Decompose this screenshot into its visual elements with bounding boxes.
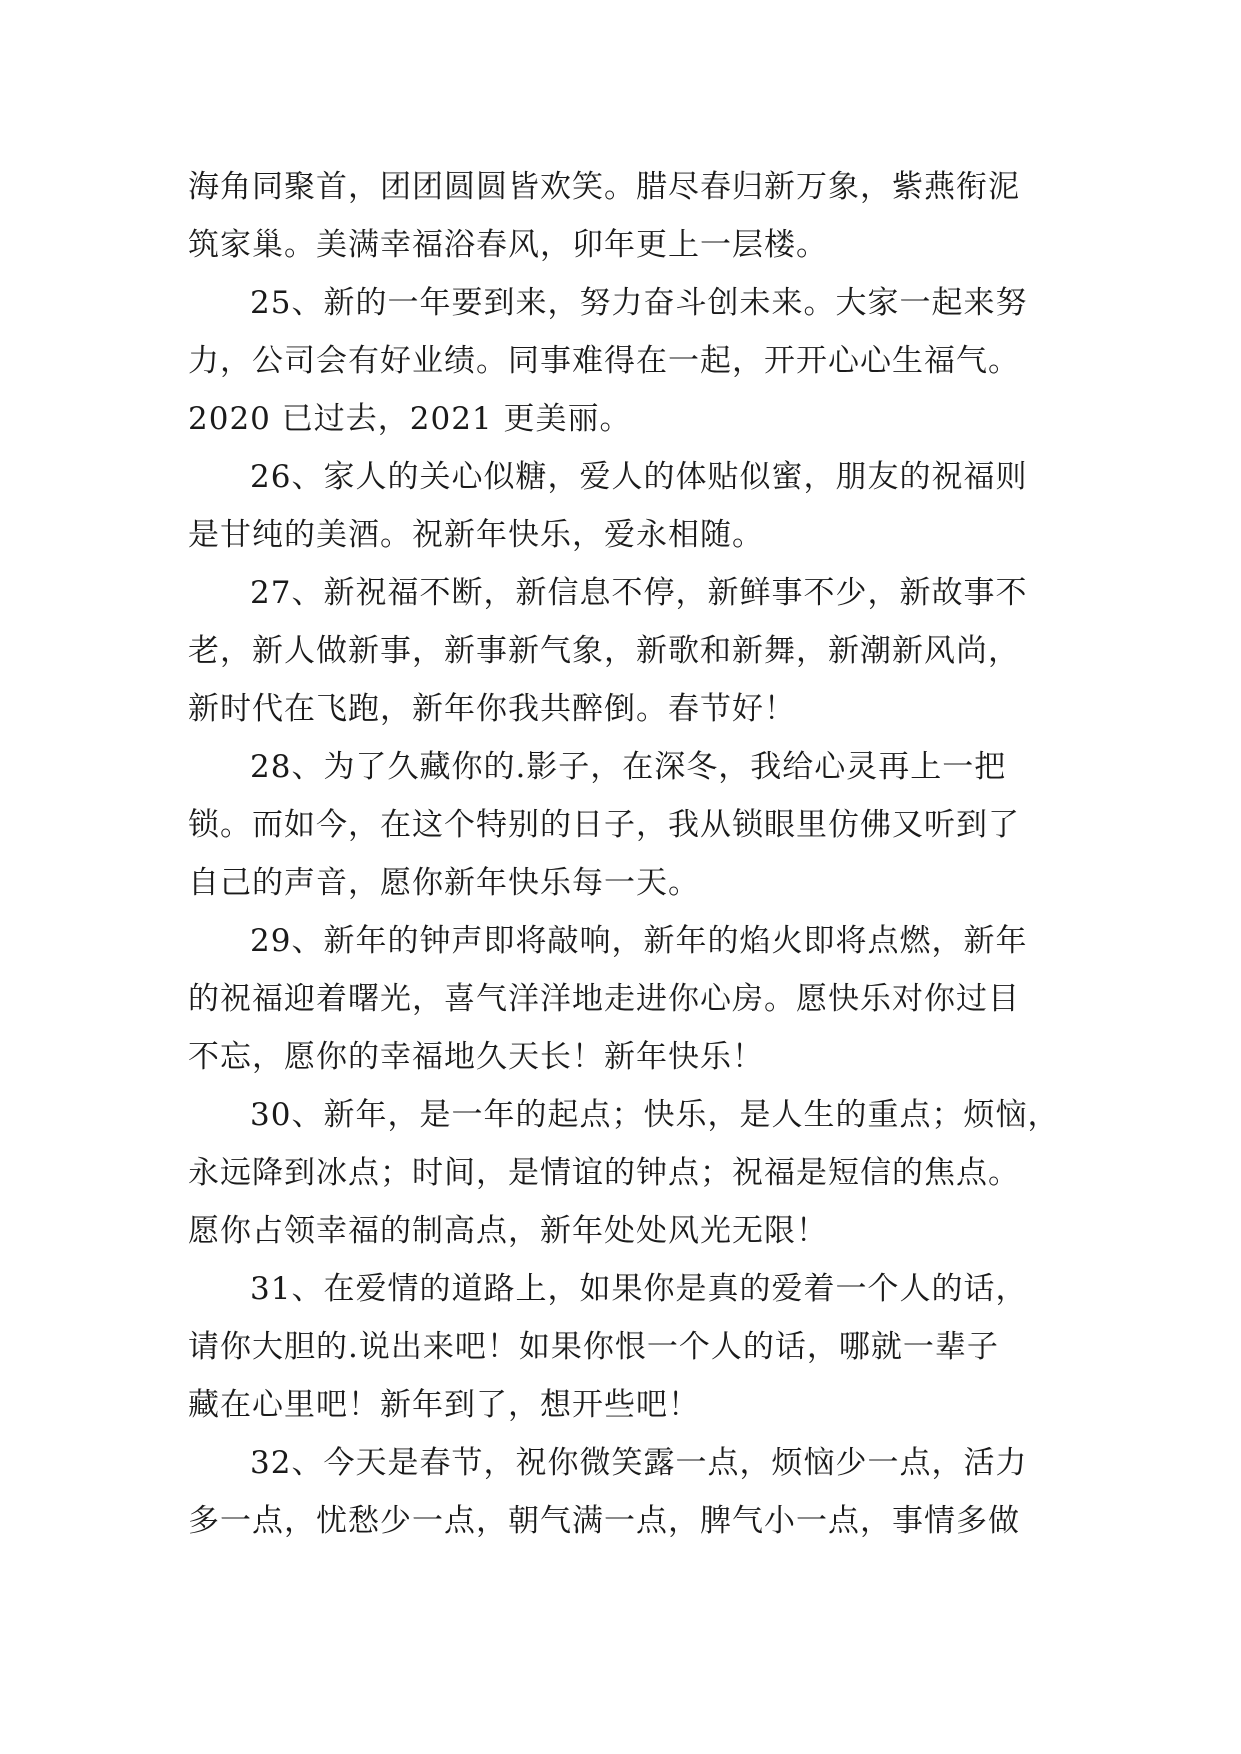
text-line: 力，公司会有好业绩。同事难得在一起，开开心心生福气。 [188,343,1020,379]
paragraph [188,448,1058,564]
text-line: 老，新人做新事，新事新气象，新歌和新舞，新潮新风尚， [188,633,1020,669]
paragraph [188,1260,1058,1434]
text-line: 不忘，愿你的幸福地久天长！新年快乐！ [188,1039,764,1075]
paragraph [188,274,1058,448]
text-line: 永远降到冰点；时间，是情谊的钟点；祝福是短信的焦点。 [188,1155,1020,1191]
paragraph [188,738,1058,912]
text-line: 29、新年的钟声即将敲响，新年的焰火即将点燃，新年 [250,923,1028,959]
text-line: 30、新年，是一年的起点；快乐，是人生的重点；烦恼， [250,1097,1060,1133]
text-line: 28、为了久藏你的.影子，在深冬，我给心灵再上一把 [250,749,1007,785]
text-line: 27、新祝福不断，新信息不停，新鲜事不少，新故事不 [250,575,1028,611]
text-line: 藏在心里吧！新年到了，想开些吧！ [188,1387,700,1423]
text-line: 请你大胆的.说出来吧！如果你恨一个人的话，哪就一辈子 [188,1329,999,1365]
text-line: 25、新的一年要到来，努力奋斗创未来。大家一起来努 [250,285,1028,321]
paragraph [188,564,1058,738]
text-line: 筑家巢。美满幸福浴春风，卯年更上一层楼。 [188,227,828,263]
paragraph [188,912,1058,1086]
text-line: 32、今天是春节，祝你微笑露一点，烦恼少一点，活力 [250,1445,1028,1481]
text-line: 锁。而如今，在这个特别的日子，我从锁眼里仿佛又听到了 [188,807,1020,843]
text-line: 是甘纯的美酒。祝新年快乐，爱永相随。 [188,517,764,553]
text-line: 2020 已过去，2021 更美丽。 [188,401,632,437]
text-line: 海角同聚首，团团圆圆皆欢笑。腊尽春归新万象，紫燕衔泥 [188,169,1020,205]
text-line: 愿你占领幸福的制高点，新年处处风光无限！ [188,1213,828,1249]
text-line: 自己的声音，愿你新年快乐每一天。 [188,865,700,901]
paragraph [188,1434,1058,1550]
text-line: 的祝福迎着曙光，喜气洋洋地走进你心房。愿快乐对你过目 [188,981,1020,1017]
text-line: 多一点，忧愁少一点，朝气满一点，脾气小一点，事情多做 [188,1503,1020,1539]
paragraph [188,158,1058,274]
document-body [188,158,1058,1550]
paragraph [188,1086,1058,1260]
text-line: 新时代在飞跑，新年你我共醉倒。春节好！ [188,691,796,727]
text-line: 26、家人的关心似糖，爱人的体贴似蜜，朋友的祝福则 [250,459,1028,495]
text-line: 31、在爱情的道路上，如果你是真的爱着一个人的话， [250,1271,1028,1307]
